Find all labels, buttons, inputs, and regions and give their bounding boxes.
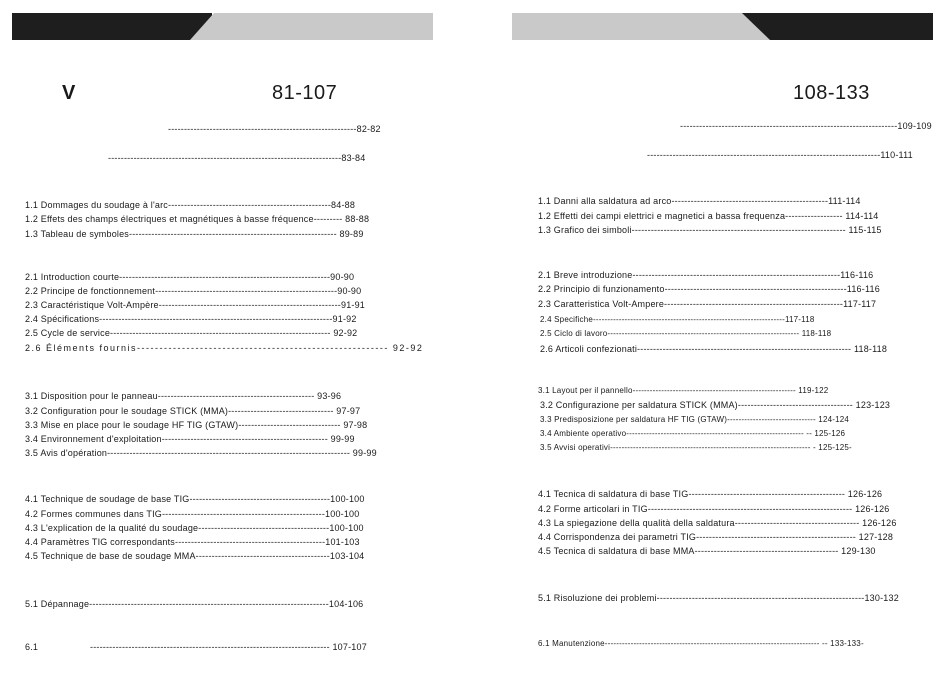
toc-line: 2.1 Introduction courte------------------------------------------------------------------90-90 — [25, 272, 355, 282]
toc-line: 5.1 Dépannage---------------------------------------------------------------------------104-106 — [25, 599, 364, 609]
toc-line: 1.1 Danni alla saldatura ad arco-------------------------------------------------111-114 — [538, 196, 861, 206]
toc-line: 1.3 Grafico dei simboli------------------------------------------------------------------- 115-115 — [538, 225, 882, 235]
right-header-light-band — [512, 13, 774, 40]
toc-line: 3.1 Disposition pour le panneau------------------------------------------------- 93-96 — [25, 391, 342, 401]
left-page-range: 81-107 — [272, 82, 338, 104]
toc-line: 3.4 Ambiente operativo-------------------------------------------------------------- -- 125-126 — [540, 429, 846, 438]
right-header-bar — [512, 13, 933, 40]
toc-line: 2.5 Ciclo di lavoro------------------------------------------------------------------- 118-118 — [540, 329, 832, 338]
toc-line: 3.1 Layout per il pannello--------------------------------------------------------- 119-122 — [538, 386, 829, 395]
toc-line: 4.2 Formes communes dans TIG---------------------------------------------------100-100 — [25, 509, 360, 519]
toc-line: -------------------------------------------------------------------------83-84 — [108, 153, 366, 163]
toc-line: 3.3 Predisposizione per saldatura HF TIG (GTAW)------------------------------- 124-124 — [540, 415, 850, 424]
toc-line: 4.1 Tecnica di saldatura di base TIG------------------------------------------------- 126-126 — [538, 489, 883, 499]
right-page-range: 108-133 — [793, 82, 870, 104]
toc-line: 5.1 Risoluzione dei problemi-----------------------------------------------------------------130-132 — [538, 593, 899, 603]
toc-line: 2.1 Breve introduzione-----------------------------------------------------------------116-116 — [538, 270, 874, 280]
toc-line: 4.4 Corrispondenza dei parametri TIG-------------------------------------------------- 127-128 — [538, 532, 894, 542]
right-header-dark-band — [742, 13, 933, 40]
toc-line: 1.1 Dommages du soudage à l'arc---------------------------------------------------84-88 — [25, 200, 356, 210]
toc-line: --------------------------------------------------------------------------- 107-107 — [90, 642, 367, 652]
toc-line: 6.1 — [25, 642, 39, 652]
right-page — [475, 0, 950, 690]
toc-line: 1.2 Effets des champs électriques et magnétiques à basse fréquence--------- 88-88 — [25, 214, 370, 224]
chapter-letter: V — [62, 82, 76, 104]
toc-line: 2.4 Specifiche-------------------------------------------------------------------117-118 — [540, 315, 815, 324]
toc-line: 2.6 Éléments fournis-------------------------------------------------------- 92-92 — [25, 343, 424, 353]
toc-line: 3.2 Configuration pour le soudage STICK (MMA)--------------------------------- 97-97 — [25, 406, 361, 416]
toc-line: 4.4 Paramètres TIG correspondants-----------------------------------------------101-103 — [25, 537, 360, 547]
toc-line: 4.2 Forme articolari in TIG---------------------------------------------------------------- 126-126 — [538, 504, 890, 514]
toc-line: 3.2 Configurazione per saldatura STICK (MMA)------------------------------------ 123-123 — [540, 400, 891, 410]
toc-line: 4.5 Technique de base de soudage MMA------------------------------------------103-104 — [25, 551, 365, 561]
toc-line: 4.3 L'explication de la qualité du soudage-----------------------------------------100-100 — [25, 523, 364, 533]
left-header-bar — [12, 13, 433, 40]
toc-line: 2.2 Principio di funzionamento---------------------------------------------------------116-116 — [538, 284, 880, 294]
toc-line: 3.4 Environnement d'exploitation---------------------------------------------------- 99-99 — [25, 434, 355, 444]
toc-line: 2.4 Spécifications-------------------------------------------------------------------------91-92 — [25, 314, 357, 324]
toc-line: 6.1 Manutenzione--------------------------------------------------------------------------- -- 133-133- — [538, 639, 864, 648]
toc-line: 4.5 Tecnica di saldatura di base MMA--------------------------------------------- 129-130 — [538, 546, 876, 556]
toc-line: 2.6 Articoli confezionati------------------------------------------------------------------- 118-118 — [540, 344, 888, 354]
toc-line: 1.2 Effetti dei campi elettrici e magnetici a bassa frequenza------------------ 114-114 — [538, 211, 879, 221]
toc-line: 4.1 Technique de soudage de base TIG--------------------------------------------100-100 — [25, 494, 365, 504]
toc-line: 3.5 Avvisi operativi---------------------------------------------------------------------- - 125-125- — [540, 443, 852, 452]
left-header-dark-band — [12, 13, 212, 40]
toc-line: -----------------------------------------------------------82-82 — [168, 124, 381, 134]
toc-line: 2.2 Principe de fonctionnement---------------------------------------------------------90-90 — [25, 286, 362, 296]
toc-line: 4.3 La spiegazione della qualità della saldatura--------------------------------------- 126-126 — [538, 518, 897, 528]
toc-line: -------------------------------------------------------------------------110-111 — [647, 150, 913, 160]
toc-line: 2.5 Cycle de service--------------------------------------------------------------------- 92-92 — [25, 328, 358, 338]
left-header-light-band — [190, 13, 433, 40]
toc-line: 2.3 Caractéristique Volt-Ampère---------------------------------------------------------91-91 — [25, 300, 366, 310]
toc-line: --------------------------------------------------------------------109-109 — [680, 121, 932, 131]
toc-line: 2.3 Caratteristica Volt-Ampere--------------------------------------------------------117-117 — [538, 299, 877, 309]
toc-line: 3.5 Avis d'opération---------------------------------------------------------------------------- 99-99 — [25, 448, 377, 458]
toc-line: 3.3 Mise en place pour le soudage HF TIG (GTAW)-------------------------------- 97-98 — [25, 420, 368, 430]
toc-line: 1.3 Tableau de symboles----------------------------------------------------------------- 89-89 — [25, 229, 364, 239]
